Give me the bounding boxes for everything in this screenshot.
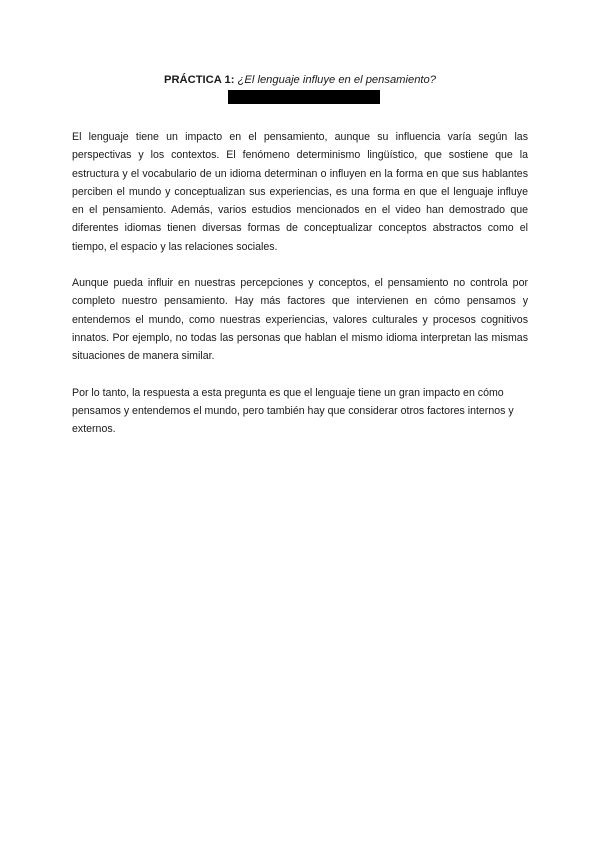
redacted-name-bar [228,90,380,104]
paragraph-1: El lenguaje tiene un impacto en el pensamiento, aunque su influencia varía según las perspectivas y los contextos. El fenómeno determinismo lingüístico, que sostiene que la estructura y el vocabulario de un idioma determinan o influyen en la forma en que sus hablantes perciben el mundo y conceptualizan sus experiencias, es una forma en que el lenguaje influye en el pensamiento. Además, varios estudios mencionados en el video han demostrado que diferentes idiomas tienen diversas formas de conceptualizar conceptos abstractos como el tiempo, el espacio y las relaciones sociales. [72,131,528,253]
document-body [72,128,528,456]
title-question: ¿El lenguaje influye en el pensamiento? [237,74,436,86]
document-title [0,73,600,87]
title-label: PRÁCTICA 1: [164,74,235,86]
paragraph-2: Aunque pueda influir en nuestras percepciones y conceptos, el pensamiento no controla por completo nuestro pensamiento. Hay más factores que intervienen en cómo pensamos y entendemos el mundo, como nuestras experiencias, valores culturales y procesos cognitivos innatos. Por ejemplo, no todas las personas que hablan el mismo idioma interpretan las mismas situaciones de manera similar. [72,277,528,363]
paragraph-3: Por lo tanto, la respuesta a esta pregunta es que el lenguaje tiene un gran impacto en cómo pensamos y entendemos el mundo, pero también hay que considerar otros factores internos y externos. [72,386,514,436]
